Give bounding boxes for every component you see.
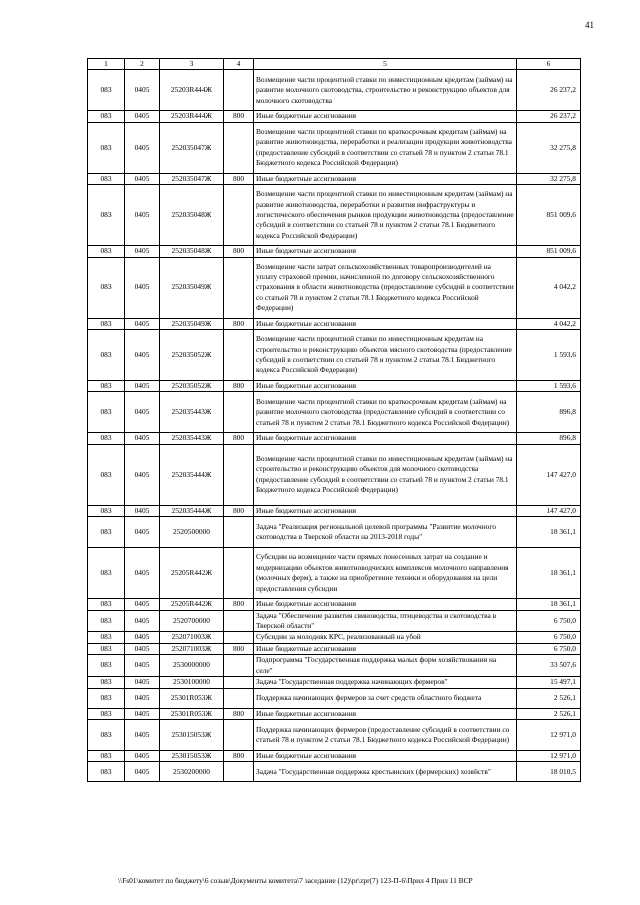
table-row bbox=[88, 750, 581, 761]
cell-c4: 800 bbox=[224, 111, 254, 122]
cell-c3: 253015053Ж bbox=[160, 719, 224, 750]
cell-c1: 083 bbox=[88, 632, 125, 643]
cell-c3: 252035444Ж bbox=[160, 505, 224, 516]
cell-c1: 083 bbox=[88, 505, 125, 516]
cell-c5: Возмещение части процентной ставки по краткосрочным кредитам (займам) на развитие молочного скотоводства (предоставление субсидий в соответствии со статьей 78 и пунктом 2 статьи 78.1 Бюджетного кодекса Российской Федерации) bbox=[254, 392, 517, 433]
cell-c4 bbox=[224, 655, 254, 677]
cell-c3: 2520500000 bbox=[160, 517, 224, 548]
cell-c6: 1 593,6 bbox=[517, 330, 581, 381]
cell-c2: 0405 bbox=[125, 632, 160, 643]
cell-c2: 0405 bbox=[125, 610, 160, 632]
cell-c4 bbox=[224, 719, 254, 750]
cell-c3: 252035048Ж bbox=[160, 246, 224, 257]
cell-c4 bbox=[224, 762, 254, 782]
cell-c6: 147 427,0 bbox=[517, 444, 581, 505]
cell-c1: 083 bbox=[88, 185, 125, 246]
cell-c6: 12 971,0 bbox=[517, 750, 581, 761]
cell-c4: 800 bbox=[224, 599, 254, 610]
footer-path: \\Fs01\комитет по бюджету\6 созыв\Документы комитета\7 заседание (12)\pr\zpr(7) 123-П-6\Прил 4 Прил 11 ВСР bbox=[118, 876, 473, 885]
cell-c6: 18 361,1 bbox=[517, 599, 581, 610]
cell-c1: 083 bbox=[88, 719, 125, 750]
cell-c3: 252071003Ж bbox=[160, 643, 224, 654]
cell-c1: 083 bbox=[88, 610, 125, 632]
table-row bbox=[88, 433, 581, 444]
cell-c5: Поддержка начинающих фермеров (предоставление субсидий в соответствии со статьей 78 и пунктом 2 статьи 78.1 Бюджетного кодекса Российской Федерации) bbox=[254, 719, 517, 750]
cell-c5: Подпрограмма "Государственная поддержка малых форм хозяйствования на селе" bbox=[254, 655, 517, 677]
cell-c1: 083 bbox=[88, 330, 125, 381]
cell-c2: 0405 bbox=[125, 517, 160, 548]
cell-c5: Возмещение части процентной ставки по краткосрочным кредитам (займам) на развитие животноводства, переработки и реализации продукции животноводства (предоставление субсидий в соответствии со статьей 78 и пунктом 2 статьи 78.1 Бюджетного кодекса Российской Федерации) bbox=[254, 122, 517, 173]
cell-c2: 0405 bbox=[125, 762, 160, 782]
cell-c2: 0405 bbox=[125, 548, 160, 599]
cell-c1: 083 bbox=[88, 257, 125, 318]
cell-c2: 0405 bbox=[125, 122, 160, 173]
header-cell: 2 bbox=[125, 59, 160, 70]
cell-c2: 0405 bbox=[125, 655, 160, 677]
cell-c2: 0405 bbox=[125, 719, 160, 750]
cell-c5: Возмещение части процентной ставки по инвестиционным кредитам (займам) на развитие молочного скотоводства, строительство и реконструкцию объектов для молочного скотоводства bbox=[254, 70, 517, 111]
table-row bbox=[88, 111, 581, 122]
cell-c2: 0405 bbox=[125, 173, 160, 184]
cell-c5: Возмещение части процентной ставки по инвестиционным кредитам (займам) на развитие животноводства, переработки и развития инфраструктуры и логистического обеспечения рынков продукции животноводства (предоставление субсидий в соответствии со статьей 78 и пунктом 2 статьи 78.1 Бюджетного кодекса Российской Федерации) bbox=[254, 185, 517, 246]
cell-c1: 083 bbox=[88, 762, 125, 782]
table-row bbox=[88, 173, 581, 184]
cell-c5: Субсидии на возмещение части прямых понесенных затрат на создание и модернизацию объектов животноводческих комплексов молочного направления (молочных ферм), а также на приобретение техники и оборудования на цели предоставления субсидии bbox=[254, 548, 517, 599]
cell-c4: 800 bbox=[224, 246, 254, 257]
cell-c2: 0405 bbox=[125, 246, 160, 257]
cell-c3: 252035047Ж bbox=[160, 173, 224, 184]
cell-c4 bbox=[224, 70, 254, 111]
cell-c4 bbox=[224, 330, 254, 381]
cell-c4 bbox=[224, 122, 254, 173]
cell-c5: Задача "Государственная поддержка крестьянских (фермерских) хозяйств" bbox=[254, 762, 517, 782]
cell-c2: 0405 bbox=[125, 318, 160, 329]
cell-c4: 800 bbox=[224, 750, 254, 761]
cell-c4 bbox=[224, 185, 254, 246]
cell-c2: 0405 bbox=[125, 444, 160, 505]
table-row bbox=[88, 246, 581, 257]
cell-c2: 0405 bbox=[125, 185, 160, 246]
table-row bbox=[88, 719, 581, 750]
cell-c1: 083 bbox=[88, 655, 125, 677]
cell-c5: Иные бюджетные ассигнования bbox=[254, 173, 517, 184]
cell-c3: 25301R053Ж bbox=[160, 688, 224, 708]
cell-c6: 851 009,6 bbox=[517, 185, 581, 246]
cell-c2: 0405 bbox=[125, 688, 160, 708]
cell-c5: Иные бюджетные ассигнования bbox=[254, 708, 517, 719]
cell-c5: Задача "Обеспечение развития свиноводства, птицеводства и скотоводства в Тверской области" bbox=[254, 610, 517, 632]
cell-c4: 800 bbox=[224, 643, 254, 654]
cell-c1: 083 bbox=[88, 318, 125, 329]
cell-c1: 083 bbox=[88, 677, 125, 688]
cell-c1: 083 bbox=[88, 381, 125, 392]
cell-c3: 252035444Ж bbox=[160, 444, 224, 505]
cell-c6: 4 042,2 bbox=[517, 318, 581, 329]
cell-c4 bbox=[224, 392, 254, 433]
cell-c5: Иные бюджетные ассигнования bbox=[254, 111, 517, 122]
table-row bbox=[88, 599, 581, 610]
cell-c4 bbox=[224, 677, 254, 688]
table-row bbox=[88, 330, 581, 381]
table-row bbox=[88, 381, 581, 392]
page-number: 41 bbox=[585, 20, 594, 30]
cell-c1: 083 bbox=[88, 111, 125, 122]
cell-c5: Иные бюджетные ассигнования bbox=[254, 318, 517, 329]
cell-c5: Возмещение части процентной ставки по инвестиционным кредитам на строительство и реконструкцию объектов мясного скотоводства (предоставление субсидий в соответствии со статьей 78 и пунктом 2 статьи 78.1 Бюджетного кодекса Российской Федерации) bbox=[254, 330, 517, 381]
cell-c5: Возмещение части затрат сельскохозяйственных товаропроизводителей на уплату страховой премии, начисленной по договору сельскохозяйственного страхования в области животноводства (предоставление субсидий в соответствии со статьей 78 и пунктом 2 статьи 78.1 Бюджетного кодекса Российской Федерации) bbox=[254, 257, 517, 318]
cell-c1: 083 bbox=[88, 246, 125, 257]
cell-c3: 25205R442Ж bbox=[160, 548, 224, 599]
table-row bbox=[88, 762, 581, 782]
cell-c6: 18 361,1 bbox=[517, 548, 581, 599]
cell-c4: 800 bbox=[224, 708, 254, 719]
cell-c6: 4 042,2 bbox=[517, 257, 581, 318]
cell-c6: 2 526,1 bbox=[517, 688, 581, 708]
cell-c1: 083 bbox=[88, 643, 125, 654]
table-row bbox=[88, 185, 581, 246]
cell-c3: 2520700000 bbox=[160, 610, 224, 632]
cell-c6: 18 361,1 bbox=[517, 517, 581, 548]
cell-c6: 147 427,0 bbox=[517, 505, 581, 516]
cell-c3: 2530100000 bbox=[160, 677, 224, 688]
cell-c6: 6 750,0 bbox=[517, 632, 581, 643]
cell-c1: 083 bbox=[88, 688, 125, 708]
table-row bbox=[88, 655, 581, 677]
table-row bbox=[88, 122, 581, 173]
cell-c2: 0405 bbox=[125, 111, 160, 122]
cell-c3: 252035047Ж bbox=[160, 122, 224, 173]
cell-c3: 25203R444Ж bbox=[160, 70, 224, 111]
table-row bbox=[88, 688, 581, 708]
cell-c3: 252035049Ж bbox=[160, 257, 224, 318]
cell-c5: Иные бюджетные ассигнования bbox=[254, 599, 517, 610]
cell-c1: 083 bbox=[88, 122, 125, 173]
cell-c4: 800 bbox=[224, 318, 254, 329]
cell-c5: Иные бюджетные ассигнования bbox=[254, 643, 517, 654]
cell-c5: Иные бюджетные ассигнования bbox=[254, 246, 517, 257]
cell-c4 bbox=[224, 257, 254, 318]
cell-c2: 0405 bbox=[125, 643, 160, 654]
cell-c2: 0405 bbox=[125, 433, 160, 444]
budget-table bbox=[87, 58, 581, 782]
cell-c2: 0405 bbox=[125, 599, 160, 610]
cell-c2: 0405 bbox=[125, 381, 160, 392]
cell-c5: Задача "Государственная поддержка начинающих фермеров" bbox=[254, 677, 517, 688]
cell-c6: 2 526,1 bbox=[517, 708, 581, 719]
cell-c4 bbox=[224, 610, 254, 632]
cell-c4: 800 bbox=[224, 173, 254, 184]
cell-c1: 083 bbox=[88, 433, 125, 444]
cell-c6: 12 971,0 bbox=[517, 719, 581, 750]
cell-c3: 252035052Ж bbox=[160, 330, 224, 381]
header-cell: 1 bbox=[88, 59, 125, 70]
cell-c5: Иные бюджетные ассигнования bbox=[254, 381, 517, 392]
cell-c3: 252035048Ж bbox=[160, 185, 224, 246]
cell-c1: 083 bbox=[88, 517, 125, 548]
cell-c1: 083 bbox=[88, 548, 125, 599]
cell-c4: 800 bbox=[224, 381, 254, 392]
cell-c6: 896,8 bbox=[517, 392, 581, 433]
cell-c3: 2530200000 bbox=[160, 762, 224, 782]
cell-c4 bbox=[224, 688, 254, 708]
table-row bbox=[88, 517, 581, 548]
cell-c3: 2530000000 bbox=[160, 655, 224, 677]
cell-c3: 252035052Ж bbox=[160, 381, 224, 392]
cell-c5: Возмещение части процентной ставки по инвестиционным кредитам (займам) на строительство и реконструкцию объектов для молочного скотоводства (предоставление субсидий в соответствии со статьей 78 и пунктом 2 статьи 78.1 Бюджетного кодекса Российской Федерации) bbox=[254, 444, 517, 505]
table-row bbox=[88, 632, 581, 643]
cell-c5: Иные бюджетные ассигнования bbox=[254, 505, 517, 516]
cell-c4: 800 bbox=[224, 433, 254, 444]
cell-c4: 800 bbox=[224, 505, 254, 516]
cell-c2: 0405 bbox=[125, 70, 160, 111]
cell-c6: 32 275,8 bbox=[517, 122, 581, 173]
cell-c6: 896,8 bbox=[517, 433, 581, 444]
cell-c3: 25203R444Ж bbox=[160, 111, 224, 122]
cell-c2: 0405 bbox=[125, 392, 160, 433]
cell-c6: 33 507,6 bbox=[517, 655, 581, 677]
table-row bbox=[88, 610, 581, 632]
header-cell: 5 bbox=[254, 59, 517, 70]
table-row bbox=[88, 708, 581, 719]
cell-c2: 0405 bbox=[125, 257, 160, 318]
cell-c1: 083 bbox=[88, 392, 125, 433]
cell-c3: 253015053Ж bbox=[160, 750, 224, 761]
cell-c6: 851 009,6 bbox=[517, 246, 581, 257]
table-row bbox=[88, 677, 581, 688]
cell-c6: 6 750,0 bbox=[517, 643, 581, 654]
cell-c1: 083 bbox=[88, 708, 125, 719]
cell-c4 bbox=[224, 517, 254, 548]
cell-c6: 1 593,6 bbox=[517, 381, 581, 392]
cell-c3: 25301R053Ж bbox=[160, 708, 224, 719]
cell-c2: 0405 bbox=[125, 750, 160, 761]
cell-c6: 26 237,2 bbox=[517, 70, 581, 111]
table-row bbox=[88, 70, 581, 111]
cell-c5: Задача "Реализация региональной целевой программы "Развитие молочного скотоводства в Тверской области на 2013-2018 годы" bbox=[254, 517, 517, 548]
cell-c1: 083 bbox=[88, 70, 125, 111]
table-row bbox=[88, 444, 581, 505]
table-row bbox=[88, 643, 581, 654]
header-cell: 3 bbox=[160, 59, 224, 70]
header-cell: 6 bbox=[517, 59, 581, 70]
cell-c6: 6 750,0 bbox=[517, 610, 581, 632]
header-row bbox=[88, 59, 581, 70]
table-row bbox=[88, 392, 581, 433]
table-row bbox=[88, 548, 581, 599]
cell-c1: 083 bbox=[88, 444, 125, 505]
cell-c6: 32 275,8 bbox=[517, 173, 581, 184]
table-row bbox=[88, 505, 581, 516]
cell-c5: Иные бюджетные ассигнования bbox=[254, 433, 517, 444]
cell-c5: Субсидии за молодняк КРС, реализованный на убой bbox=[254, 632, 517, 643]
cell-c2: 0405 bbox=[125, 505, 160, 516]
cell-c5: Иные бюджетные ассигнования bbox=[254, 750, 517, 761]
cell-c1: 083 bbox=[88, 750, 125, 761]
cell-c4 bbox=[224, 444, 254, 505]
cell-c6: 15 497,1 bbox=[517, 677, 581, 688]
cell-c3: 252035443Ж bbox=[160, 433, 224, 444]
cell-c6: 26 237,2 bbox=[517, 111, 581, 122]
cell-c3: 252035443Ж bbox=[160, 392, 224, 433]
table-row bbox=[88, 257, 581, 318]
cell-c4 bbox=[224, 548, 254, 599]
cell-c4 bbox=[224, 632, 254, 643]
cell-c2: 0405 bbox=[125, 677, 160, 688]
cell-c3: 25205R442Ж bbox=[160, 599, 224, 610]
header-cell: 4 bbox=[224, 59, 254, 70]
cell-c5: Поддержка начинающих фермеров за счет средств областного бюджета bbox=[254, 688, 517, 708]
cell-c3: 252071003Ж bbox=[160, 632, 224, 643]
table-row bbox=[88, 318, 581, 329]
cell-c6: 18 010,5 bbox=[517, 762, 581, 782]
cell-c2: 0405 bbox=[125, 708, 160, 719]
cell-c2: 0405 bbox=[125, 330, 160, 381]
cell-c1: 083 bbox=[88, 599, 125, 610]
cell-c3: 252035049Ж bbox=[160, 318, 224, 329]
cell-c1: 083 bbox=[88, 173, 125, 184]
